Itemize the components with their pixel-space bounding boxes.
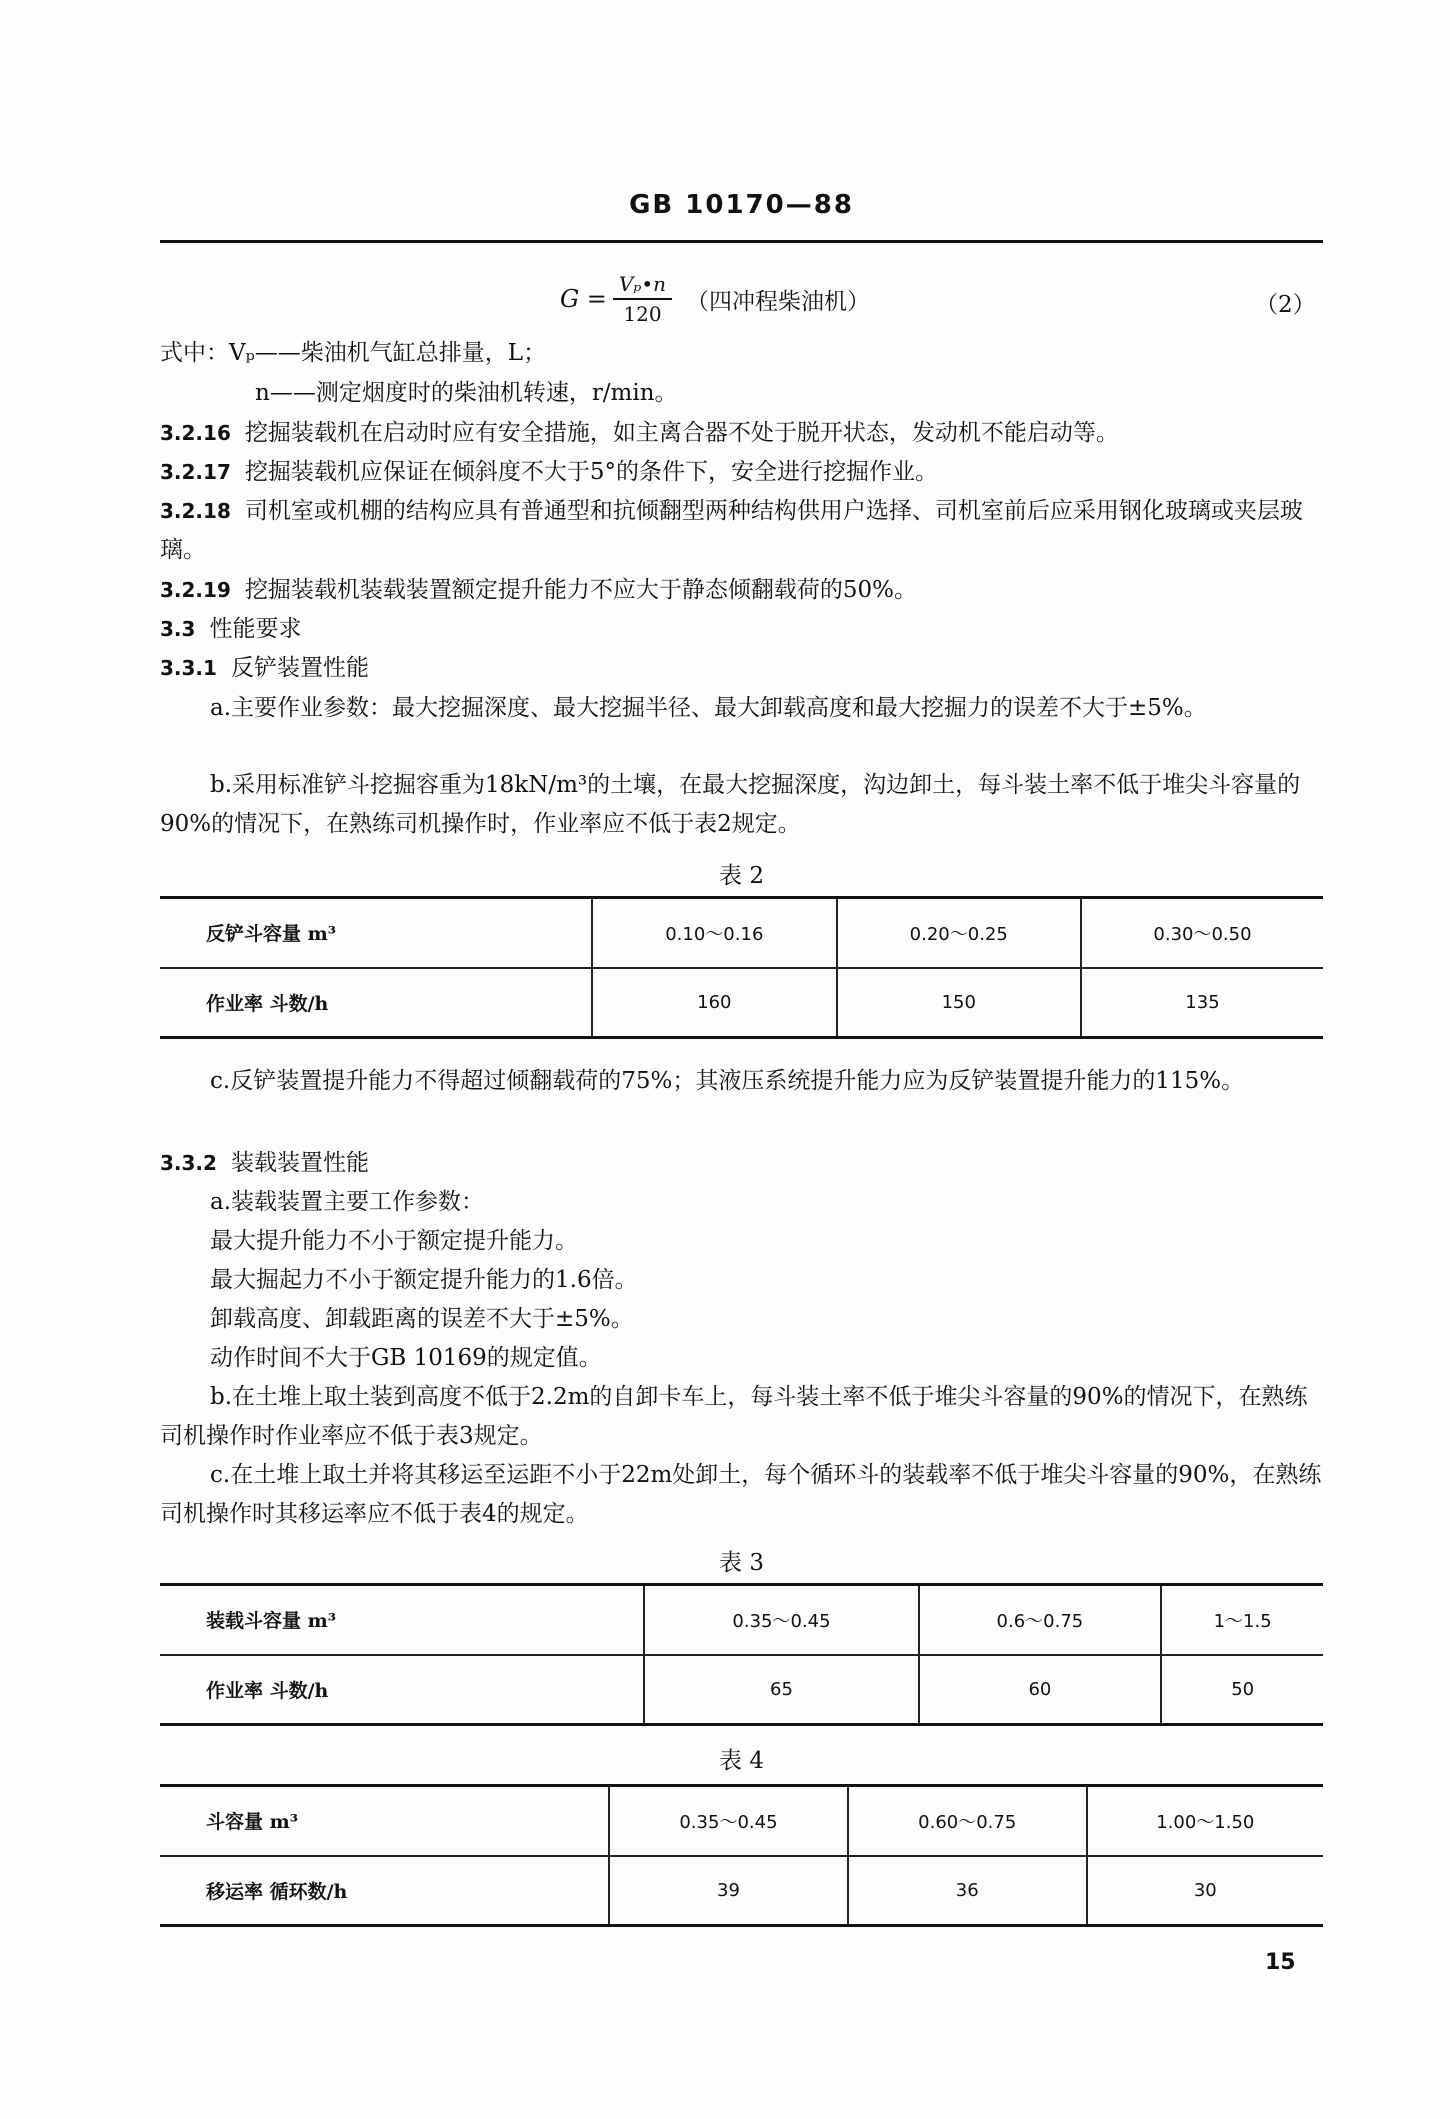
table-2	[160, 896, 1323, 1039]
list-item: 动作时间不大于GB 10169的规定值。	[210, 1345, 602, 1371]
table-cell: 0.20～0.25	[837, 898, 1081, 968]
table-cell: 1.00～1.50	[1087, 1786, 1323, 1856]
table-cell: 作业率 斗数/h	[206, 1679, 329, 1702]
table-row	[160, 898, 1323, 968]
table-4	[160, 1784, 1323, 1927]
table-cell: 39	[609, 1856, 848, 1926]
text-3-3-2-c: c.在土堆上取土并将其移运至运距不小于22m处卸土，每个循环斗的装载率不低于堆尖斗容量的90%，在熟练司机操作时其移运率应不低于表4的规定。	[160, 1462, 1322, 1527]
text-3-3-1-b: b.采用标准铲斗挖掘容重为18kN/m³的土壤，在最大挖掘深度，沟边卸土，每斗装土率不低于堆尖斗容量的90%的情况下，在熟练司机操作时，作业率应不低于表2规定。	[160, 772, 1301, 837]
equation-number: （2）	[1255, 292, 1316, 318]
list-item: 最大提升能力不小于额定提升能力。	[210, 1228, 578, 1254]
section-title: 性能要求	[209, 616, 302, 642]
table-cell: 65	[644, 1655, 918, 1725]
clause-number: 3.2.19	[160, 578, 231, 602]
list-item: 卸载高度、卸载距离的误差不大于±5%。	[210, 1306, 634, 1332]
page-header: GB 10170—88	[629, 190, 854, 220]
table-cell: 60	[919, 1655, 1162, 1725]
clause-text: 挖掘装载机应保证在倾斜度不大于5°的条件下，安全进行挖掘作业。	[244, 459, 938, 485]
section-title: 反铲装置性能	[230, 655, 369, 681]
formula-note: （四冲程柴油机）	[686, 288, 871, 315]
table-cell: 移运率 循环数/h	[206, 1880, 348, 1903]
table-2-caption: 表 2	[719, 863, 764, 889]
text-3-3-1-a: a.主要作业参数：最大挖掘深度、最大挖掘半径、最大卸载高度和最大挖掘力的误差不大于±5%。	[210, 695, 1207, 721]
text-3-3-2-b: b.在土堆上取土装到高度不低于2.2m的自卸卡车上，每斗装土率不低于堆尖斗容量的90%的情况下，在熟练司机操作时作业率应不低于表3规定。	[160, 1384, 1308, 1449]
section-number: 3.3.2	[160, 1151, 217, 1175]
table-cell: 150	[837, 968, 1081, 1038]
table-cell: 0.35～0.45	[609, 1786, 848, 1856]
formula-fraction	[613, 272, 672, 326]
text-3-3-1-c: c.反铲装置提升能力不得超过倾翻载荷的75%；其液压系统提升能力应为反铲装置提升能力的115%。	[210, 1068, 1245, 1094]
list-item: 最大掘起力不小于额定提升能力的1.6倍。	[210, 1267, 638, 1293]
section-3-3-1	[160, 653, 369, 683]
clause-text: 司机室或机棚的结构应具有普通型和抗倾翻型两种结构供用户选择、司机室前后应采用钢化玻璃或夹层玻璃。	[160, 498, 1303, 563]
clause-3-2-19	[160, 575, 917, 605]
table-cell: 0.10～0.16	[592, 898, 836, 968]
table-row	[160, 1585, 1323, 1655]
table-row	[160, 968, 1323, 1038]
clause-3-2-18	[160, 492, 1323, 570]
formula-denominator: 120	[623, 302, 662, 326]
clause-number: 3.2.18	[160, 499, 231, 523]
table-cell: 160	[592, 968, 836, 1038]
table-cell: 36	[848, 1856, 1087, 1926]
table-cell: 0.35～0.45	[644, 1585, 918, 1655]
table-cell: 作业率 斗数/h	[206, 992, 329, 1015]
table-cell: 装载斗容量 m³	[160, 1585, 644, 1655]
section-3-3-2	[160, 1148, 369, 1178]
header-rule	[160, 240, 1323, 243]
formula-2	[560, 272, 870, 326]
table-cell: 1～1.5	[1161, 1585, 1323, 1655]
table-cell: 反铲斗容量 m³	[160, 898, 592, 968]
where-line-1: 式中：Vₚ——柴油机气缸总排量，L；	[160, 340, 547, 366]
clause-text: 挖掘装载机在启动时应有安全措施，如主离合器不处于脱开状态，发动机不能启动等。	[244, 420, 1119, 446]
table-row	[160, 1655, 1323, 1725]
clause-3-2-16	[160, 418, 1119, 448]
section-title: 装载装置性能	[230, 1150, 369, 1176]
table-cell: 135	[1081, 968, 1323, 1038]
where-line-2: n——测定烟度时的柴油机转速，r/min。	[255, 380, 678, 406]
table-cell: 0.6～0.75	[919, 1585, 1162, 1655]
section-number: 3.3	[160, 617, 196, 641]
table-cell: 0.30～0.50	[1081, 898, 1323, 968]
clause-text: 挖掘装载机装载装置额定提升能力不应大于静态倾翻载荷的50%。	[244, 577, 917, 603]
text-3-3-2-a: a.装载装置主要工作参数：	[210, 1189, 485, 1215]
page-number: 15	[1265, 1950, 1296, 1975]
table-cell: 0.60～0.75	[848, 1786, 1087, 1856]
table-cell: 斗容量 m³	[160, 1786, 609, 1856]
table-row	[160, 1856, 1323, 1926]
table-row	[160, 1786, 1323, 1856]
section-number: 3.3.1	[160, 656, 217, 680]
section-3-3	[160, 614, 301, 644]
table-cell: 50	[1161, 1655, 1323, 1725]
formula-lhs: G =	[560, 285, 607, 313]
table-4-caption: 表 4	[719, 1748, 764, 1774]
clause-3-2-17	[160, 457, 938, 487]
table-3-caption: 表 3	[719, 1550, 764, 1576]
table-cell: 30	[1087, 1856, 1323, 1926]
formula-numerator: Vₚ•n	[613, 272, 672, 300]
clause-number: 3.2.16	[160, 421, 231, 445]
clause-number: 3.2.17	[160, 460, 231, 484]
table-3	[160, 1583, 1323, 1726]
